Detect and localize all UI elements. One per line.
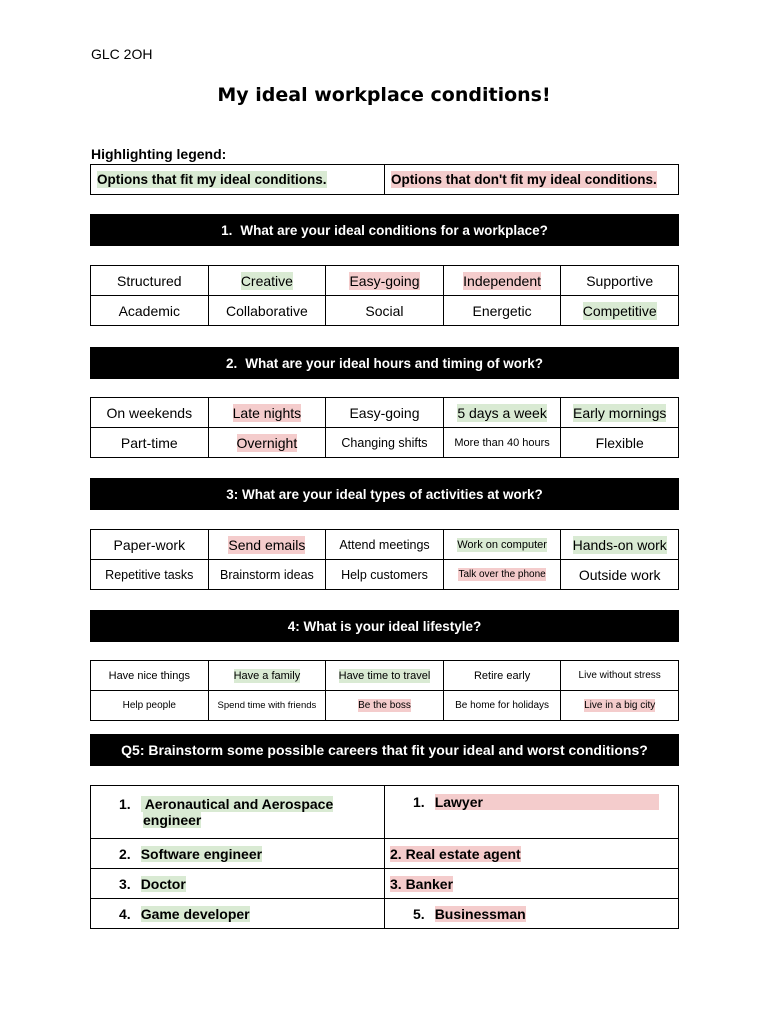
q2-option-label: Easy-going [349, 404, 420, 421]
q1-table [90, 265, 679, 326]
q4-option-label: Have nice things [108, 669, 190, 682]
q3-option [443, 560, 561, 590]
career-fit-text: Game developer [140, 905, 250, 922]
legend-not-fit: Options that don't fit my ideal conditions. [391, 172, 657, 187]
q4-option-label: Retire early [473, 669, 531, 682]
q2-table [90, 397, 679, 458]
q2-option-label: On weekends [106, 404, 193, 421]
q1-option [208, 296, 326, 326]
q2-option-label: Early mornings [573, 404, 667, 421]
q2-option [443, 398, 561, 428]
q4-option [561, 691, 679, 721]
q3-option [91, 560, 209, 590]
q4-header [90, 610, 679, 642]
q3-option-label: Hands-on work [572, 536, 667, 553]
career-fit-number: 3. [119, 875, 131, 892]
q1-option [208, 266, 326, 296]
career-worst-item [385, 839, 679, 869]
q3-option [208, 560, 326, 590]
career-fit-item [91, 869, 385, 899]
career-fit-item [91, 839, 385, 869]
q2-option-label: More than 40 hours [454, 436, 550, 449]
q4-option [208, 661, 326, 691]
q1-option-label: Easy-going [349, 272, 420, 289]
q3-option-label: Outside work [578, 566, 661, 583]
q4-option-label: Live in a big city [584, 700, 656, 711]
q2-option [208, 428, 326, 458]
q3-header [90, 478, 679, 510]
q1-option [561, 266, 679, 296]
career-worst-item [385, 899, 679, 929]
q4-option [326, 691, 444, 721]
q4-option [91, 661, 209, 691]
q3-option-label: Help customers [341, 567, 428, 582]
q1-option-label: Structured [117, 272, 182, 289]
q1-header [90, 214, 679, 246]
q1-option-label: Energetic [472, 302, 532, 319]
q3-option [326, 530, 444, 560]
q3-option-label: Work on computer [457, 538, 547, 551]
q3-option [208, 530, 326, 560]
page-title: My ideal workplace conditions! [217, 84, 551, 106]
q4-option-label: Be home for holidays [455, 700, 550, 711]
q5-header [90, 734, 679, 766]
legend-not-fit-cell [385, 165, 679, 195]
q4-option-label: Be the boss [358, 700, 411, 711]
q3-option [561, 530, 679, 560]
career-worst-number: 1. [413, 794, 425, 810]
legend-table [90, 164, 679, 195]
q1-option-label: Competitive [582, 302, 657, 319]
q3-option [326, 560, 444, 590]
legend-label: Highlighting legend: [91, 146, 227, 162]
q1-option-label: Creative [240, 272, 293, 289]
q2-option-label: 5 days a week [457, 404, 547, 421]
legend-fit-cell [91, 165, 385, 195]
career-worst-text: 2. Real estate agent [390, 845, 521, 862]
q3-option [561, 560, 679, 590]
q4-option [443, 691, 561, 721]
career-worst-item [385, 869, 679, 899]
q5-title: Q5: Brainstorm some possible careers that fit your ideal and worst conditions? [121, 742, 648, 758]
q1-option-label: Supportive [586, 272, 654, 289]
q4-option [443, 661, 561, 691]
q2-title: What are your ideal hours and timing of work? [245, 355, 544, 371]
career-worst-number: 5. [413, 905, 425, 922]
course-code: GLC 2OH [91, 46, 153, 62]
q1-option [326, 296, 444, 326]
q3-option-label: Paper-work [113, 536, 186, 553]
q4-table [90, 660, 679, 721]
q2-option-label: Overnight [236, 434, 298, 451]
career-worst-item [385, 786, 679, 839]
career-fit-text-part1: Aeronautical and Aerospace [141, 796, 334, 812]
q4-option [326, 661, 444, 691]
career-fit-number: 2. [119, 845, 131, 862]
q2-option [326, 428, 444, 458]
career-worst-text: Businessman [434, 905, 526, 922]
q2-option [91, 428, 209, 458]
q4-option-label: Spend time with friends [217, 700, 317, 711]
q1-option [326, 266, 444, 296]
career-fit-item [91, 786, 385, 839]
q2-option-label: Part-time [120, 434, 178, 451]
q3-option-label: Attend meetings [339, 537, 430, 552]
q2-header [90, 347, 679, 379]
q3-table [90, 529, 679, 590]
q1-option-label: Independent [463, 272, 541, 289]
q4-option-label: Have time to travel [338, 669, 431, 682]
careers-table [90, 785, 679, 929]
q1-option [561, 296, 679, 326]
career-worst-text: Lawyer [435, 794, 659, 810]
q3-option-label: Brainstorm ideas [219, 567, 314, 582]
legend-fit: Options that fit my ideal conditions. [97, 172, 327, 187]
career-fit-text: Doctor [140, 875, 186, 892]
q4-option-label: Have a family [233, 669, 301, 682]
career-fit-text-part2: engineer [143, 812, 202, 828]
career-fit-number: 4. [119, 905, 131, 922]
q2-option [208, 398, 326, 428]
q1-option-label: Collaborative [226, 302, 308, 319]
q3-option-label: Repetitive tasks [105, 567, 194, 582]
q4-title: 4: What is your ideal lifestyle? [287, 618, 482, 634]
q3-option [91, 530, 209, 560]
q2-option [561, 428, 679, 458]
q1-option [91, 296, 209, 326]
q1-option-label: Social [365, 302, 404, 319]
q2-option-label: Late nights [232, 404, 302, 421]
q1-option-label: Academic [118, 302, 181, 319]
q1-title: What are your ideal conditions for a workplace? [240, 222, 548, 238]
q4-option [208, 691, 326, 721]
q3-option [443, 530, 561, 560]
q2-number: 2. [225, 355, 238, 371]
q1-option [443, 296, 561, 326]
career-fit-item [91, 899, 385, 929]
career-fit-number: 1. [119, 796, 131, 812]
q2-option [91, 398, 209, 428]
q1-option [91, 266, 209, 296]
q3-title: 3: What are your ideal types of activities at work? [226, 486, 543, 502]
career-fit-text: Software engineer [140, 845, 263, 862]
q2-option [443, 428, 561, 458]
q2-option [326, 398, 444, 428]
career-worst-text: 3. Banker [390, 875, 454, 892]
q4-option [91, 691, 209, 721]
q2-option-label: Changing shifts [341, 435, 428, 450]
q4-option-label: Live without stress [578, 670, 661, 681]
q4-option [561, 661, 679, 691]
q1-option [443, 266, 561, 296]
q2-option-label: Flexible [595, 434, 644, 451]
q2-option [561, 398, 679, 428]
q4-option-label: Help people [122, 700, 176, 711]
q3-option-label: Talk over the phone [458, 569, 546, 580]
q1-number: 1. [221, 222, 233, 238]
q3-option-label: Send emails [228, 536, 306, 553]
